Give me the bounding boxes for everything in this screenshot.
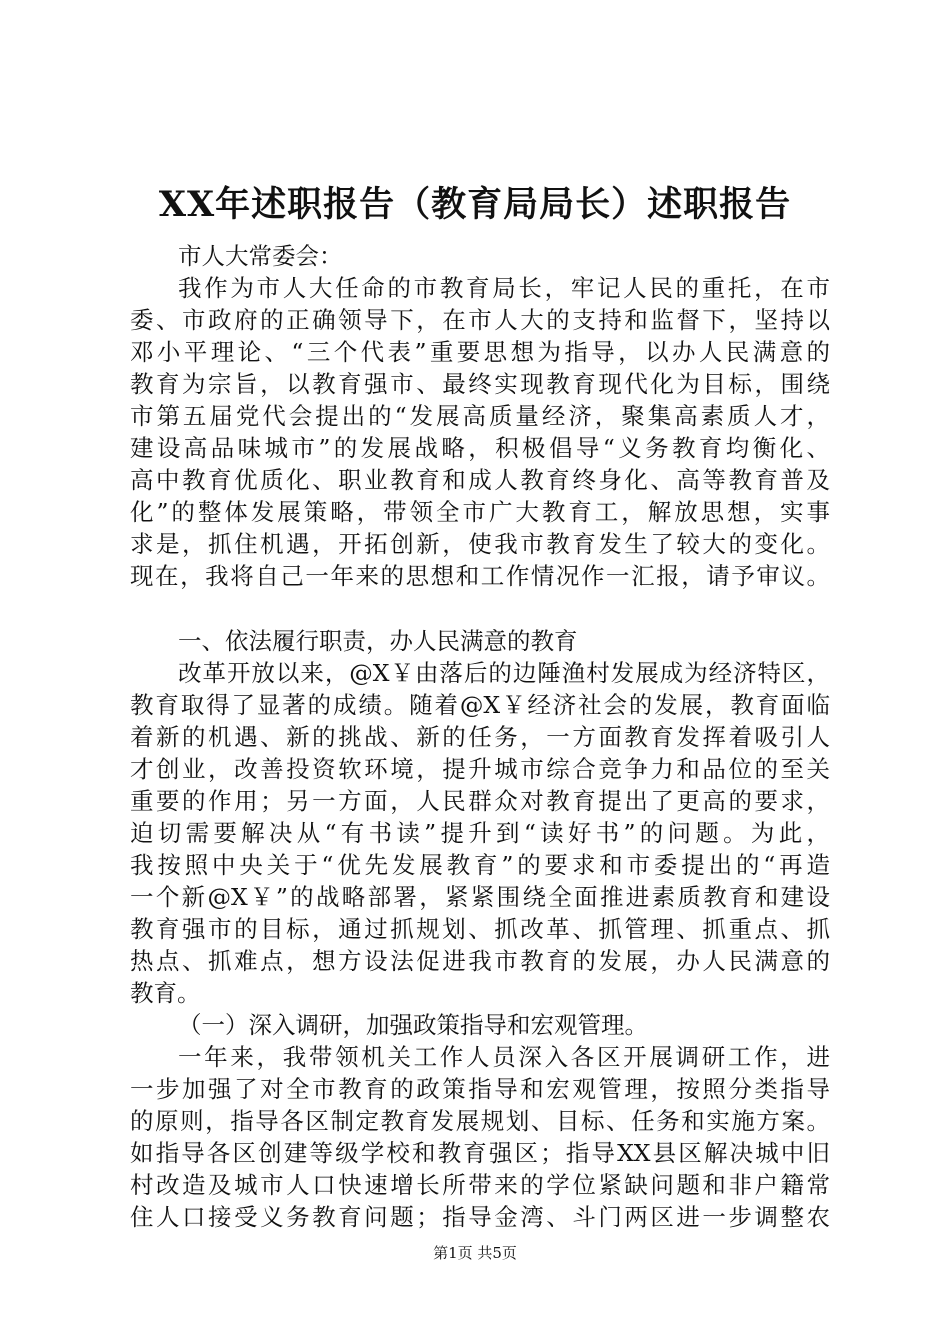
salutation: 市人大常委会： [178,242,343,270]
paragraph-line: 才创业，改善投资软环境，提升城市综合竞争力和品位的至关 [130,755,830,783]
paragraph-line: 邓小平理论、“三个代表”重要思想为指导，以办人民满意的 [130,338,830,366]
section-heading: 一、依法履行职责，办人民满意的教育 [178,627,578,655]
paragraph-line: 村改造及城市人口快速增长所带来的学位紧缺问题和非户籍常 [130,1171,830,1199]
paragraph-gap [130,592,830,625]
paragraph-line: 高中教育优质化、职业教育和成人教育终身化、高等教育普及 [130,466,830,494]
paragraph-line: 一年来，我带领机关工作人员深入各区开展调研工作，进 [178,1043,830,1071]
paragraph-line: 教育为宗旨，以教育强市、最终实现教育现代化为目标，围绕 [130,370,830,398]
paragraph-line: 热点、抓难点，想方设法促进我市教育的发展，办人民满意的 [130,947,830,975]
paragraph-line: 建设高品味城市”的发展战略，积极倡导“义务教育均衡化、 [130,434,830,462]
paragraph-line: 市第五届党代会提出的“发展高质量经济，聚集高素质人才， [130,402,830,430]
paragraph-line: 我按照中央关于“优先发展教育”的要求和市委提出的“再造 [130,851,830,879]
paragraph-line: 我作为市人大任命的市教育局长，牢记人民的重托，在市 [178,274,830,302]
paragraph-line: 教育强市的目标，通过抓规划、抓改革、抓管理、抓重点、抓 [130,915,830,943]
paragraph-line: 改革开放以来，@X￥由落后的边陲渔村发展成为经济特区， [178,659,830,687]
paragraph-line: 着新的机遇、新的挑战、新的任务，一方面教育发挥着吸引人 [130,723,830,751]
paragraph-line: 住人口接受义务教育问题；指导金湾、斗门两区进一步调整农 [130,1203,830,1231]
paragraph-line: 一步加强了对全市教育的政策指导和宏观管理，按照分类指导 [130,1075,830,1103]
paragraph-line: 迫切需要解决从“有书读”提升到“读好书”的问题。为此， [130,819,830,847]
subsection-heading: （一）深入调研，加强政策指导和宏观管理。 [178,1011,648,1039]
paragraph-line: 委、市政府的正确领导下，在市人大的支持和监督下，坚持以 [130,306,830,334]
document-body [130,240,830,1233]
paragraph-line: 求是，抓住机遇，开拓创新，使我市教育发生了较大的变化。 [130,530,830,558]
paragraph-line: 现在，我将自己一年来的思想和工作情况作一汇报，请予审议。 [130,562,830,590]
paragraph-line: 如指导各区创建等级学校和教育强区；指导XX县区解决城中旧 [130,1139,830,1167]
document-title: XX年述职报告（教育局局长）述职报告 [158,184,792,225]
paragraph-line: 教育取得了显著的成绩。随着@X￥经济社会的发展，教育面临 [130,691,830,719]
paragraph-line: 一个新@X￥”的战略部署，紧紧围绕全面推进素质教育和建设 [130,883,830,911]
paragraph-line: 化”的整体发展策略，带领全市广大教育工，解放思想，实事 [130,498,830,526]
page-footer: 第1页 共5页 [433,1244,517,1262]
paragraph-line: 教育。 [130,979,201,1007]
paragraph-line: 的原则，指导各区制定教育发展规划、目标、任务和实施方案。 [130,1107,830,1135]
paragraph-line: 重要的作用；另一方面，人民群众对教育提出了更高的要求， [130,787,830,815]
